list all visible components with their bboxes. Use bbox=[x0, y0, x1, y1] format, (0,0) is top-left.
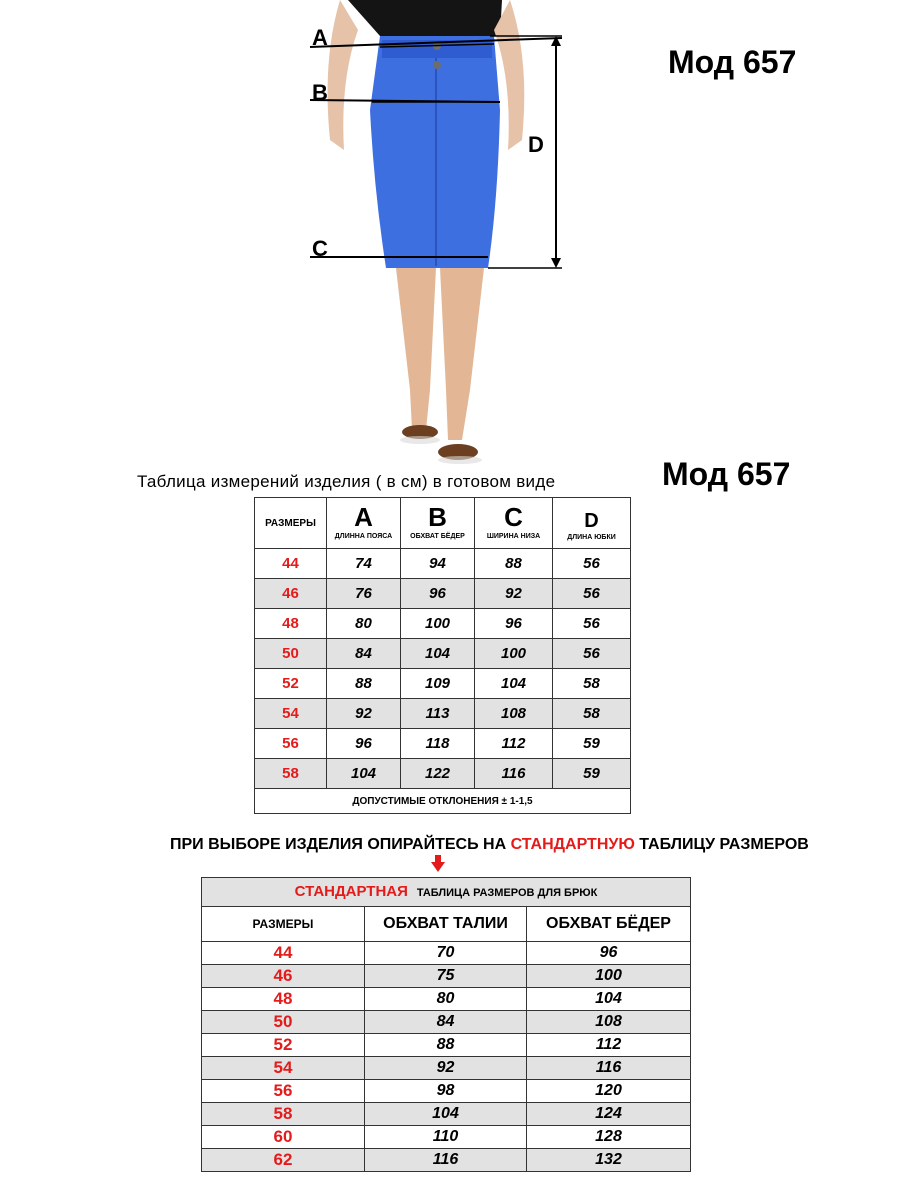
hip-cell: 112 bbox=[527, 1034, 691, 1057]
waist-cell: 110 bbox=[365, 1126, 527, 1149]
column-label: ДЛИНА ЮБКИ bbox=[567, 534, 616, 541]
value-cell-b: 104 bbox=[401, 639, 475, 669]
table-row bbox=[202, 1103, 691, 1126]
column-letter: B bbox=[428, 502, 447, 532]
table-row bbox=[202, 988, 691, 1011]
table-row bbox=[202, 942, 691, 965]
hip-cell: 128 bbox=[527, 1126, 691, 1149]
value-cell-d: 59 bbox=[553, 759, 631, 789]
standard-header-row bbox=[202, 907, 691, 942]
measurements-title: Таблица измерений изделия ( в см) в готовом виде bbox=[137, 472, 556, 491]
size-cell: 58 bbox=[202, 1103, 365, 1126]
standard-caption-red: СТАНДАРТНАЯ bbox=[294, 883, 408, 900]
table-row bbox=[255, 549, 631, 579]
model-label-table: Мод 657 bbox=[662, 456, 791, 492]
value-cell-b: 118 bbox=[401, 729, 475, 759]
column-a-header bbox=[327, 498, 401, 549]
advice-highlight: СТАНДАРТНУЮ bbox=[510, 836, 635, 853]
value-cell-a: 96 bbox=[327, 729, 401, 759]
value-cell-b: 94 bbox=[401, 549, 475, 579]
value-cell-d: 56 bbox=[553, 579, 631, 609]
hip-cell: 96 bbox=[527, 942, 691, 965]
hip-cell: 100 bbox=[527, 965, 691, 988]
value-cell-c: 96 bbox=[475, 609, 553, 639]
size-cell: 60 bbox=[202, 1126, 365, 1149]
table-row bbox=[255, 639, 631, 669]
label-a: A bbox=[312, 25, 328, 50]
waist-cell: 75 bbox=[365, 965, 527, 988]
value-cell-d: 56 bbox=[553, 549, 631, 579]
standard-size-header: РАЗМЕРЫ bbox=[202, 907, 365, 942]
value-cell-b: 109 bbox=[401, 669, 475, 699]
value-cell-a: 88 bbox=[327, 669, 401, 699]
column-b-header bbox=[401, 498, 475, 549]
value-cell-c: 88 bbox=[475, 549, 553, 579]
size-cell: 46 bbox=[255, 579, 327, 609]
button-icon bbox=[433, 61, 441, 69]
column-label: ДЛИННА ПОЯСА bbox=[334, 533, 393, 540]
label-c: C bbox=[312, 236, 328, 261]
table-row bbox=[255, 699, 631, 729]
size-cell: 50 bbox=[255, 639, 327, 669]
value-cell-a: 104 bbox=[327, 759, 401, 789]
standard-size-table bbox=[201, 877, 691, 1172]
value-cell-a: 92 bbox=[327, 699, 401, 729]
value-cell-c: 92 bbox=[475, 579, 553, 609]
size-header: РАЗМЕРЫ bbox=[255, 498, 327, 549]
value-cell-a: 80 bbox=[327, 609, 401, 639]
label-b: B bbox=[312, 80, 328, 105]
value-cell-b: 96 bbox=[401, 579, 475, 609]
value-cell-d: 58 bbox=[553, 669, 631, 699]
column-letter: A bbox=[354, 502, 373, 532]
advice-text-after: ТАБЛИЦУ РАЗМЕРОВ bbox=[634, 836, 809, 853]
waist-cell: 92 bbox=[365, 1057, 527, 1080]
hip-cell: 104 bbox=[527, 988, 691, 1011]
size-cell: 48 bbox=[202, 988, 365, 1011]
value-cell-c: 100 bbox=[475, 639, 553, 669]
table-row bbox=[255, 579, 631, 609]
size-cell: 54 bbox=[202, 1057, 365, 1080]
waist-header: ОБХВАТ ТАЛИИ bbox=[365, 907, 527, 942]
arrow-down-icon bbox=[431, 855, 445, 873]
advice-line bbox=[170, 836, 809, 854]
table-row bbox=[202, 965, 691, 988]
column-letter: C bbox=[504, 502, 523, 532]
standard-caption bbox=[202, 878, 691, 907]
table-row bbox=[202, 1126, 691, 1149]
value-cell-a: 74 bbox=[327, 549, 401, 579]
model-label: Мод 657 bbox=[668, 44, 797, 80]
standard-caption-row bbox=[202, 878, 691, 907]
waist-cell: 98 bbox=[365, 1080, 527, 1103]
hip-cell: 120 bbox=[527, 1080, 691, 1103]
table-row bbox=[255, 729, 631, 759]
waist-cell: 84 bbox=[365, 1011, 527, 1034]
value-cell-d: 59 bbox=[553, 729, 631, 759]
value-cell-b: 100 bbox=[401, 609, 475, 639]
hip-cell: 124 bbox=[527, 1103, 691, 1126]
size-cell: 44 bbox=[202, 942, 365, 965]
column-d-header bbox=[553, 498, 631, 549]
value-cell-b: 113 bbox=[401, 699, 475, 729]
advice-text-before: ПРИ ВЫБОРЕ ИЗДЕЛИЯ ОПИРАЙТЕСЬ НА bbox=[170, 836, 511, 853]
waist-cell: 80 bbox=[365, 988, 527, 1011]
measurements-table bbox=[254, 497, 631, 814]
size-cell: 48 bbox=[255, 609, 327, 639]
value-cell-d: 58 bbox=[553, 699, 631, 729]
waist-cell: 70 bbox=[365, 942, 527, 965]
value-cell-c: 116 bbox=[475, 759, 553, 789]
size-cell: 50 bbox=[202, 1011, 365, 1034]
table-row bbox=[255, 669, 631, 699]
tolerance-row bbox=[255, 789, 631, 814]
waist-cell: 116 bbox=[365, 1149, 527, 1172]
size-cell: 52 bbox=[255, 669, 327, 699]
table-row bbox=[255, 609, 631, 639]
column-label: ОБХВАТ БЁДЕР bbox=[410, 533, 465, 540]
table-row bbox=[202, 1057, 691, 1080]
size-cell: 52 bbox=[202, 1034, 365, 1057]
value-cell-c: 104 bbox=[475, 669, 553, 699]
size-cell: 58 bbox=[255, 759, 327, 789]
table-row bbox=[202, 1080, 691, 1103]
tolerance-note: ДОПУСТИМЫЕ ОТКЛОНЕНИЯ ± 1-1,5 bbox=[255, 789, 631, 814]
hip-cell: 108 bbox=[527, 1011, 691, 1034]
standard-caption-rest: ТАБЛИЦА РАЗМЕРОВ ДЛЯ БРЮК bbox=[416, 887, 598, 899]
table-row bbox=[255, 759, 631, 789]
table-row bbox=[202, 1149, 691, 1172]
value-cell-a: 84 bbox=[327, 639, 401, 669]
column-label: ШИРИНА НИЗА bbox=[486, 533, 541, 540]
hip-header: ОБХВАТ БЁДЕР bbox=[527, 907, 691, 942]
value-cell-b: 122 bbox=[401, 759, 475, 789]
size-cell: 56 bbox=[255, 729, 327, 759]
value-cell-a: 76 bbox=[327, 579, 401, 609]
table-row bbox=[202, 1011, 691, 1034]
waist-cell: 88 bbox=[365, 1034, 527, 1057]
column-letter: D bbox=[584, 510, 599, 532]
hip-cell: 116 bbox=[527, 1057, 691, 1080]
value-cell-d: 56 bbox=[553, 609, 631, 639]
size-cell: 54 bbox=[255, 699, 327, 729]
column-c-header bbox=[475, 498, 553, 549]
value-cell-c: 112 bbox=[475, 729, 553, 759]
waist-cell: 104 bbox=[365, 1103, 527, 1126]
size-cell: 44 bbox=[255, 549, 327, 579]
table-row bbox=[202, 1034, 691, 1057]
value-cell-d: 56 bbox=[553, 639, 631, 669]
measurements-header-row bbox=[255, 498, 631, 549]
hip-cell: 132 bbox=[527, 1149, 691, 1172]
label-d: D bbox=[528, 132, 544, 157]
size-cell: 46 bbox=[202, 965, 365, 988]
size-cell: 62 bbox=[202, 1149, 365, 1172]
size-cell: 56 bbox=[202, 1080, 365, 1103]
value-cell-c: 108 bbox=[475, 699, 553, 729]
